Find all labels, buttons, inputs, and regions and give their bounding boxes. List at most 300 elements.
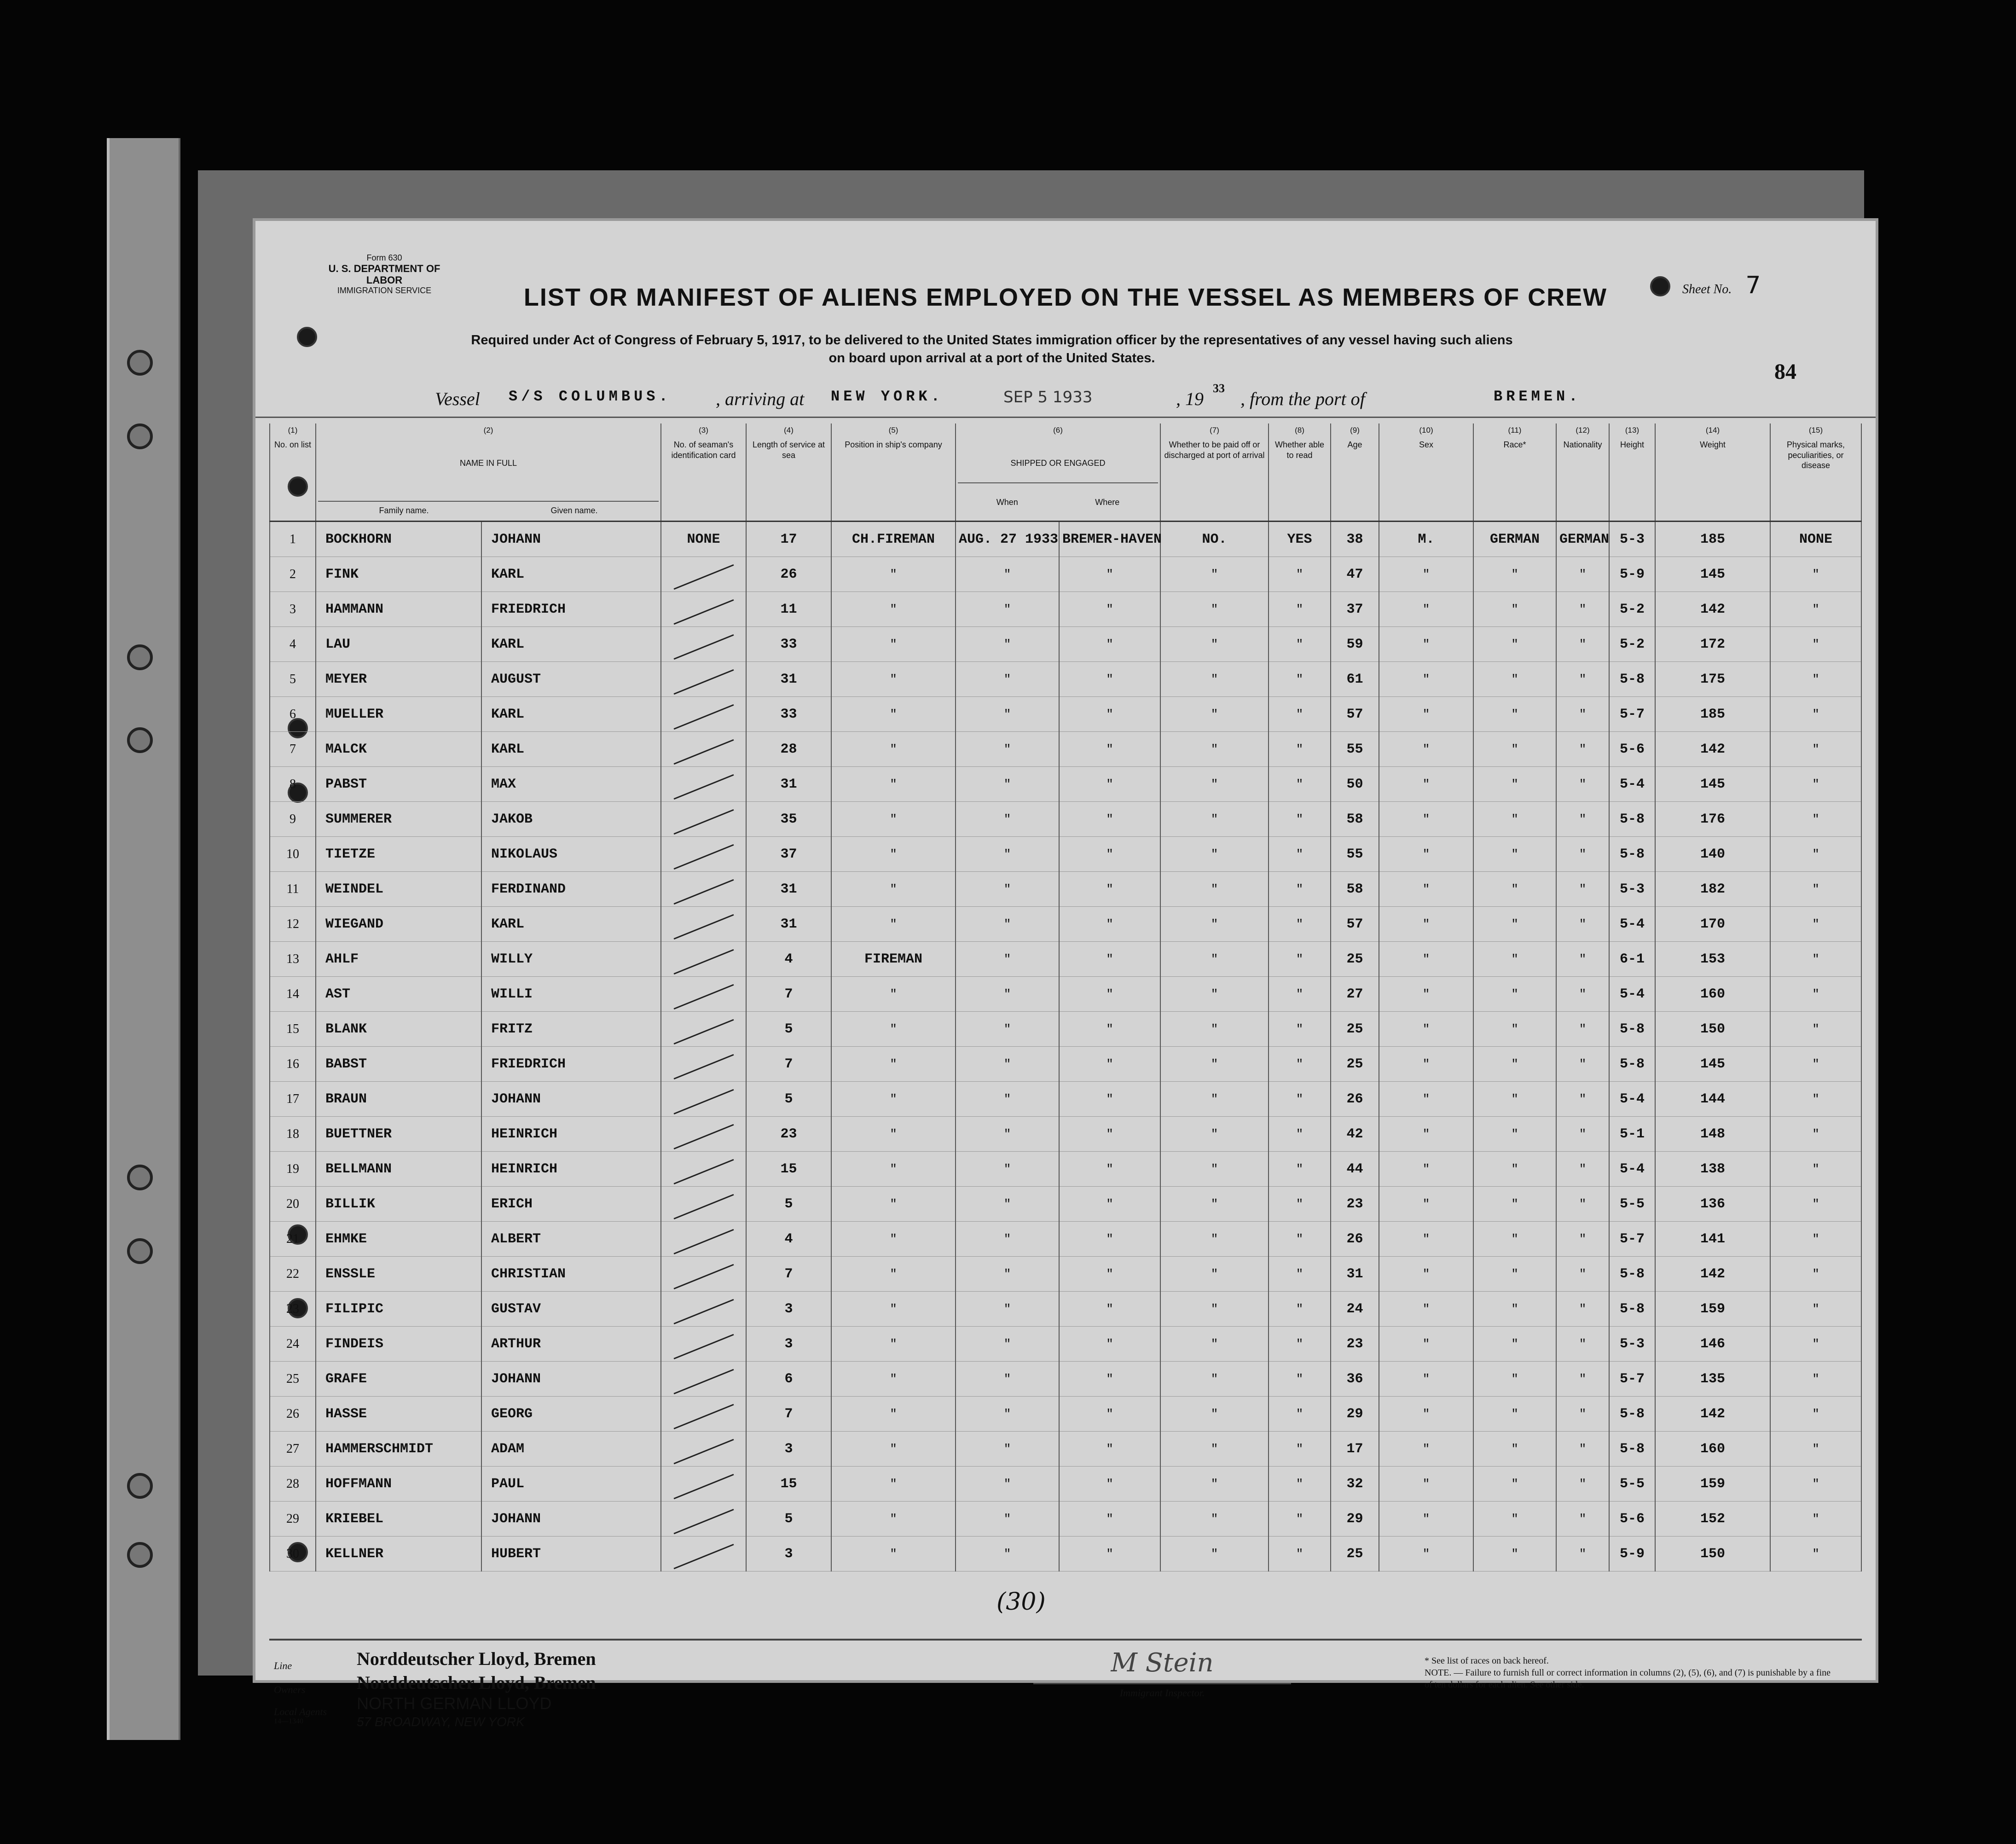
cell-no: 17 xyxy=(270,1082,316,1117)
cell-read: " xyxy=(1269,1047,1331,1082)
cell-card xyxy=(661,767,746,802)
cell-family: BABST xyxy=(316,1047,481,1082)
cell-read: " xyxy=(1269,627,1331,662)
cell-marks: " xyxy=(1770,1467,1861,1502)
card-slash-mark xyxy=(673,564,734,590)
cell-no: 20 xyxy=(270,1187,316,1222)
cell-nationality: " xyxy=(1556,907,1609,942)
cell-card xyxy=(661,977,746,1012)
cell-marks: " xyxy=(1770,1537,1861,1571)
cell-when: " xyxy=(956,557,1059,592)
col-num: (11) xyxy=(1473,423,1556,437)
cell-given: FRIEDRICH xyxy=(481,592,661,627)
cell-read: " xyxy=(1269,977,1331,1012)
cell-card xyxy=(661,1222,746,1257)
col-num: (1) xyxy=(270,423,316,437)
cell-given: HUBERT xyxy=(481,1537,661,1571)
cell-family: AST xyxy=(316,977,481,1012)
cell-race: " xyxy=(1473,732,1556,767)
cell-marks: " xyxy=(1770,802,1861,837)
col-header-service: Length of service at sea xyxy=(746,437,831,522)
cell-card xyxy=(661,627,746,662)
cell-when: " xyxy=(956,1432,1059,1467)
cell-height: 5-8 xyxy=(1609,1012,1655,1047)
cell-given: ALBERT xyxy=(481,1222,661,1257)
cell-age: 26 xyxy=(1331,1222,1379,1257)
where-header: Where xyxy=(1095,497,1120,507)
table-row xyxy=(270,1502,1861,1537)
cell-when: " xyxy=(956,872,1059,907)
cell-marks: NONE xyxy=(1770,522,1861,557)
cell-paid-off: " xyxy=(1160,1012,1269,1047)
cell-when: " xyxy=(956,1187,1059,1222)
cell-read: " xyxy=(1269,697,1331,732)
cell-race: " xyxy=(1473,1257,1556,1292)
cell-family: PABST xyxy=(316,767,481,802)
cell-no: 1 xyxy=(270,522,316,557)
cell-height: 5-8 xyxy=(1609,1257,1655,1292)
cell-position: " xyxy=(831,1222,956,1257)
cell-no: 9 xyxy=(270,802,316,837)
cell-race: " xyxy=(1473,697,1556,732)
cell-when: " xyxy=(956,697,1059,732)
cell-height: 5-3 xyxy=(1609,872,1655,907)
cell-no: 18 xyxy=(270,1117,316,1152)
cell-marks: " xyxy=(1770,1012,1861,1047)
card-slash-mark xyxy=(673,1089,734,1114)
col-header-height: Height xyxy=(1609,437,1655,522)
col-num: (2) xyxy=(316,423,661,437)
cell-sex: " xyxy=(1379,1537,1473,1571)
cell-age: 23 xyxy=(1331,1187,1379,1222)
cell-sex: " xyxy=(1379,592,1473,627)
card-slash-mark xyxy=(673,914,734,939)
cell-service: 37 xyxy=(746,837,831,872)
cell-race: " xyxy=(1473,1327,1556,1362)
cell-race: " xyxy=(1473,977,1556,1012)
cell-paid-off: " xyxy=(1160,1152,1269,1187)
agents-stamp: NORTH GERMAN LLOYD xyxy=(357,1694,552,1713)
cell-race: " xyxy=(1473,942,1556,977)
card-slash-mark xyxy=(673,949,734,974)
cell-sex: " xyxy=(1379,1012,1473,1047)
cell-family: WEINDEL xyxy=(316,872,481,907)
cell-card xyxy=(661,697,746,732)
cell-where: " xyxy=(1059,1047,1160,1082)
cell-card xyxy=(661,1152,746,1187)
col-num: (10) xyxy=(1379,423,1473,437)
cell-service: 31 xyxy=(746,662,831,697)
cell-age: 29 xyxy=(1331,1502,1379,1537)
cell-age: 25 xyxy=(1331,1537,1379,1571)
cell-no: 21 xyxy=(270,1222,316,1257)
cell-weight: 150 xyxy=(1655,1012,1770,1047)
cell-sex: " xyxy=(1379,732,1473,767)
cell-height: 5-7 xyxy=(1609,697,1655,732)
line-stamp: Norddeutscher Lloyd, Bremen xyxy=(357,1648,596,1669)
cell-read: " xyxy=(1269,1397,1331,1432)
cell-position: " xyxy=(831,837,956,872)
cell-no: 2 xyxy=(270,557,316,592)
col-num: (6) xyxy=(956,423,1160,437)
cell-height: 5-1 xyxy=(1609,1117,1655,1152)
cell-no: 25 xyxy=(270,1362,316,1397)
cell-family: EHMKE xyxy=(316,1222,481,1257)
cell-race: " xyxy=(1473,1292,1556,1327)
cell-nationality: " xyxy=(1556,557,1609,592)
cell-no: 22 xyxy=(270,1257,316,1292)
cell-nationality: " xyxy=(1556,1397,1609,1432)
cell-height: 5-2 xyxy=(1609,592,1655,627)
cell-read: " xyxy=(1269,1187,1331,1222)
cell-position: " xyxy=(831,872,956,907)
cell-position: " xyxy=(831,1432,956,1467)
cell-age: 47 xyxy=(1331,557,1379,592)
cell-position: " xyxy=(831,697,956,732)
cell-family: BLANK xyxy=(316,1012,481,1047)
cell-family: BUETTNER xyxy=(316,1117,481,1152)
cell-card xyxy=(661,1082,746,1117)
cell-nationality: " xyxy=(1556,942,1609,977)
col-header-no: No. on list xyxy=(270,437,316,522)
cell-paid-off: " xyxy=(1160,1327,1269,1362)
cell-paid-off: " xyxy=(1160,1537,1269,1571)
cell-sex: " xyxy=(1379,1292,1473,1327)
cell-age: 25 xyxy=(1331,1012,1379,1047)
cell-height: 5-4 xyxy=(1609,1152,1655,1187)
cell-no: 24 xyxy=(270,1327,316,1362)
cell-read: " xyxy=(1269,872,1331,907)
cell-card xyxy=(661,1047,746,1082)
cell-position: " xyxy=(831,1257,956,1292)
cell-card xyxy=(661,837,746,872)
cell-given: JOHANN xyxy=(481,1502,661,1537)
card-slash-mark xyxy=(673,879,734,905)
card-slash-mark xyxy=(673,1544,734,1569)
cell-service: 33 xyxy=(746,697,831,732)
cell-given: FRITZ xyxy=(481,1012,661,1047)
cell-weight: 152 xyxy=(1655,1502,1770,1537)
cell-when: " xyxy=(956,1362,1059,1397)
table-row xyxy=(270,942,1861,977)
cell-age: 58 xyxy=(1331,802,1379,837)
cell-nationality: " xyxy=(1556,1187,1609,1222)
cell-when: " xyxy=(956,1012,1059,1047)
card-slash-mark xyxy=(673,669,734,695)
table-row xyxy=(270,1432,1861,1467)
cell-given: GUSTAV xyxy=(481,1292,661,1327)
cell-read: " xyxy=(1269,1152,1331,1187)
cell-sex: " xyxy=(1379,767,1473,802)
cell-read: " xyxy=(1269,1467,1331,1502)
cell-card xyxy=(661,732,746,767)
cell-read: " xyxy=(1269,732,1331,767)
cell-card xyxy=(661,1432,746,1467)
cell-height: 5-8 xyxy=(1609,1397,1655,1432)
cell-family: ENSSLE xyxy=(316,1257,481,1292)
cell-weight: 136 xyxy=(1655,1187,1770,1222)
cell-race: " xyxy=(1473,592,1556,627)
cell-position: " xyxy=(831,1397,956,1432)
cell-marks: " xyxy=(1770,837,1861,872)
cell-position: " xyxy=(831,1502,956,1537)
cell-sex: " xyxy=(1379,802,1473,837)
cell-nationality: " xyxy=(1556,627,1609,662)
card-slash-mark xyxy=(673,1194,734,1219)
page-title: LIST OR MANIFEST OF ALIENS EMPLOYED ON THE VESSEL AS MEMBERS OF CREW xyxy=(523,284,1608,311)
cell-when: " xyxy=(956,1397,1059,1432)
punch-hole xyxy=(297,327,317,347)
cell-nationality: " xyxy=(1556,1537,1609,1571)
cell-weight: 160 xyxy=(1655,1432,1770,1467)
cell-service: 7 xyxy=(746,1047,831,1082)
cell-family: MUELLER xyxy=(316,697,481,732)
vessel-label: Vessel xyxy=(435,389,480,409)
cell-service: 33 xyxy=(746,627,831,662)
cell-service: 7 xyxy=(746,1257,831,1292)
cell-position: " xyxy=(831,662,956,697)
cell-card xyxy=(661,942,746,977)
col-header-sex: Sex xyxy=(1379,437,1473,522)
cell-when: " xyxy=(956,907,1059,942)
year-prefix: , 19 xyxy=(1176,389,1204,409)
cell-nationality: " xyxy=(1556,1502,1609,1537)
cell-weight: 159 xyxy=(1655,1292,1770,1327)
table-row xyxy=(270,1187,1861,1222)
cell-service: 3 xyxy=(746,1292,831,1327)
cell-service: 7 xyxy=(746,1397,831,1432)
cell-when: " xyxy=(956,977,1059,1012)
from-port: BREMEN. xyxy=(1494,388,1582,405)
cell-nationality: " xyxy=(1556,1257,1609,1292)
cell-card xyxy=(661,1292,746,1327)
cell-where: " xyxy=(1059,1467,1160,1502)
cell-where: " xyxy=(1059,1537,1160,1571)
cell-race: " xyxy=(1473,1537,1556,1571)
cell-no: 12 xyxy=(270,907,316,942)
cell-family: MALCK xyxy=(316,732,481,767)
cell-where: " xyxy=(1059,1012,1160,1047)
table-row xyxy=(270,1362,1861,1397)
cell-service: 5 xyxy=(746,1082,831,1117)
cell-weight: 150 xyxy=(1655,1537,1770,1571)
cell-family: TIETZE xyxy=(316,837,481,872)
cell-card xyxy=(661,1012,746,1047)
cell-age: 37 xyxy=(1331,592,1379,627)
inspector-signature: M Stein xyxy=(1111,1648,1214,1678)
cell-no: 16 xyxy=(270,1047,316,1082)
cell-height: 5-5 xyxy=(1609,1187,1655,1222)
cell-given: JOHANN xyxy=(481,1362,661,1397)
cell-no: 30 xyxy=(270,1537,316,1571)
cell-family: WIEGAND xyxy=(316,907,481,942)
cell-marks: " xyxy=(1770,1152,1861,1187)
cell-race: " xyxy=(1473,627,1556,662)
cell-card xyxy=(661,557,746,592)
cell-when: " xyxy=(956,627,1059,662)
cell-race: " xyxy=(1473,837,1556,872)
cell-service: 5 xyxy=(746,1502,831,1537)
cell-age: 25 xyxy=(1331,1047,1379,1082)
cell-no: 4 xyxy=(270,627,316,662)
cell-marks: " xyxy=(1770,1502,1861,1537)
inspector-label: Immigrant Inspector. xyxy=(1119,1687,1205,1699)
binder-hole xyxy=(127,1473,153,1499)
cell-service: 3 xyxy=(746,1432,831,1467)
cell-weight: 185 xyxy=(1655,697,1770,732)
table-row xyxy=(270,1047,1861,1082)
table-row xyxy=(270,1222,1861,1257)
cell-nationality: " xyxy=(1556,837,1609,872)
cell-weight: 145 xyxy=(1655,557,1770,592)
cell-read: " xyxy=(1269,837,1331,872)
cell-height: 5-5 xyxy=(1609,1467,1655,1502)
cell-race: " xyxy=(1473,1012,1556,1047)
card-slash-mark xyxy=(673,1334,734,1359)
cell-height: 5-3 xyxy=(1609,1327,1655,1362)
cell-given: ARTHUR xyxy=(481,1327,661,1362)
cell-given: JOHANN xyxy=(481,1082,661,1117)
cell-age: 29 xyxy=(1331,1397,1379,1432)
cell-given: KARL xyxy=(481,627,661,662)
cell-given: KARL xyxy=(481,907,661,942)
cell-age: 38 xyxy=(1331,522,1379,557)
cell-paid-off: " xyxy=(1160,627,1269,662)
card-slash-mark xyxy=(673,739,734,765)
col-num: (3) xyxy=(661,423,746,437)
cell-nationality: " xyxy=(1556,732,1609,767)
cell-card xyxy=(661,907,746,942)
cell-family: AHLF xyxy=(316,942,481,977)
cell-race: " xyxy=(1473,1502,1556,1537)
cell-nationality: " xyxy=(1556,1292,1609,1327)
cell-when: " xyxy=(956,1082,1059,1117)
cell-where: " xyxy=(1059,802,1160,837)
cell-position: " xyxy=(831,1047,956,1082)
cell-read: " xyxy=(1269,1292,1331,1327)
cell-paid-off: " xyxy=(1160,767,1269,802)
cell-height: 5-4 xyxy=(1609,1082,1655,1117)
cell-nationality: " xyxy=(1556,977,1609,1012)
cell-no: 3 xyxy=(270,592,316,627)
signature-line xyxy=(1033,1683,1291,1684)
inspector-block xyxy=(1033,1648,1291,1699)
cell-service: 7 xyxy=(746,977,831,1012)
cell-marks: " xyxy=(1770,662,1861,697)
cell-given: HEINRICH xyxy=(481,1152,661,1187)
cell-card xyxy=(661,1257,746,1292)
cell-card xyxy=(661,872,746,907)
cell-when: " xyxy=(956,1117,1059,1152)
cell-when: " xyxy=(956,767,1059,802)
cell-nationality: GERMAN xyxy=(1556,522,1609,557)
cell-weight: 175 xyxy=(1655,662,1770,697)
form-code: 14—1340 xyxy=(274,1717,303,1725)
cell-height: 5-2 xyxy=(1609,627,1655,662)
cell-where: " xyxy=(1059,1397,1160,1432)
cell-sex: " xyxy=(1379,1432,1473,1467)
cell-weight: 138 xyxy=(1655,1152,1770,1187)
cell-where: " xyxy=(1059,977,1160,1012)
cell-paid-off: " xyxy=(1160,732,1269,767)
cell-nationality: " xyxy=(1556,1327,1609,1362)
footer-notes xyxy=(1425,1655,1839,1691)
page-number: 84 xyxy=(1774,360,1796,384)
table-row xyxy=(270,557,1861,592)
cell-race: " xyxy=(1473,1152,1556,1187)
cell-position: " xyxy=(831,802,956,837)
col-header-weight: Weight xyxy=(1655,437,1770,522)
table-row xyxy=(270,1292,1861,1327)
cell-given: JOHANN xyxy=(481,522,661,557)
cell-card xyxy=(661,1537,746,1571)
table-row xyxy=(270,1152,1861,1187)
cell-card xyxy=(661,1327,746,1362)
table-row xyxy=(270,662,1861,697)
cell-given: CHRISTIAN xyxy=(481,1257,661,1292)
cell-service: 23 xyxy=(746,1117,831,1152)
cell-nationality: " xyxy=(1556,1432,1609,1467)
cell-sex: " xyxy=(1379,662,1473,697)
cell-read: " xyxy=(1269,767,1331,802)
cell-sex: " xyxy=(1379,837,1473,872)
cell-read: " xyxy=(1269,1082,1331,1117)
cell-where: " xyxy=(1059,627,1160,662)
subtitle-line: on board upon arrival at a port of the United States. xyxy=(828,351,1155,366)
cell-family: HASSE xyxy=(316,1397,481,1432)
cell-no: 14 xyxy=(270,977,316,1012)
cell-service: 3 xyxy=(746,1327,831,1362)
cell-read: " xyxy=(1269,802,1331,837)
cell-sex: " xyxy=(1379,907,1473,942)
table-row xyxy=(270,1257,1861,1292)
cell-service: 5 xyxy=(746,1187,831,1222)
cell-age: 42 xyxy=(1331,1117,1379,1152)
cell-position: " xyxy=(831,1117,956,1152)
cell-weight: 182 xyxy=(1655,872,1770,907)
cell-race: " xyxy=(1473,1222,1556,1257)
family-name-header: Family name. xyxy=(379,505,429,515)
cell-read: " xyxy=(1269,1432,1331,1467)
cell-sex: " xyxy=(1379,1327,1473,1362)
cell-card xyxy=(661,592,746,627)
cell-paid-off: " xyxy=(1160,1397,1269,1432)
cell-where: " xyxy=(1059,837,1160,872)
col-num: (14) xyxy=(1655,423,1770,437)
table-row xyxy=(270,732,1861,767)
cell-read: " xyxy=(1269,557,1331,592)
cell-height: 5-6 xyxy=(1609,1502,1655,1537)
cell-where: " xyxy=(1059,1432,1160,1467)
cell-read: " xyxy=(1269,1257,1331,1292)
cell-height: 5-4 xyxy=(1609,767,1655,802)
binder-strip xyxy=(107,138,180,1740)
cell-weight: 142 xyxy=(1655,592,1770,627)
cell-age: 36 xyxy=(1331,1362,1379,1397)
cell-race: " xyxy=(1473,1047,1556,1082)
col-header-card: No. of seaman's identification card xyxy=(661,437,746,522)
cell-sex: " xyxy=(1379,872,1473,907)
binder-hole xyxy=(127,350,153,376)
card-slash-mark xyxy=(673,1124,734,1149)
table-row xyxy=(270,767,1861,802)
table-row xyxy=(270,697,1861,732)
card-slash-mark xyxy=(673,1369,734,1394)
cell-no: 28 xyxy=(270,1467,316,1502)
cell-paid-off: " xyxy=(1160,1502,1269,1537)
cell-position: " xyxy=(831,557,956,592)
cell-sex: " xyxy=(1379,1222,1473,1257)
